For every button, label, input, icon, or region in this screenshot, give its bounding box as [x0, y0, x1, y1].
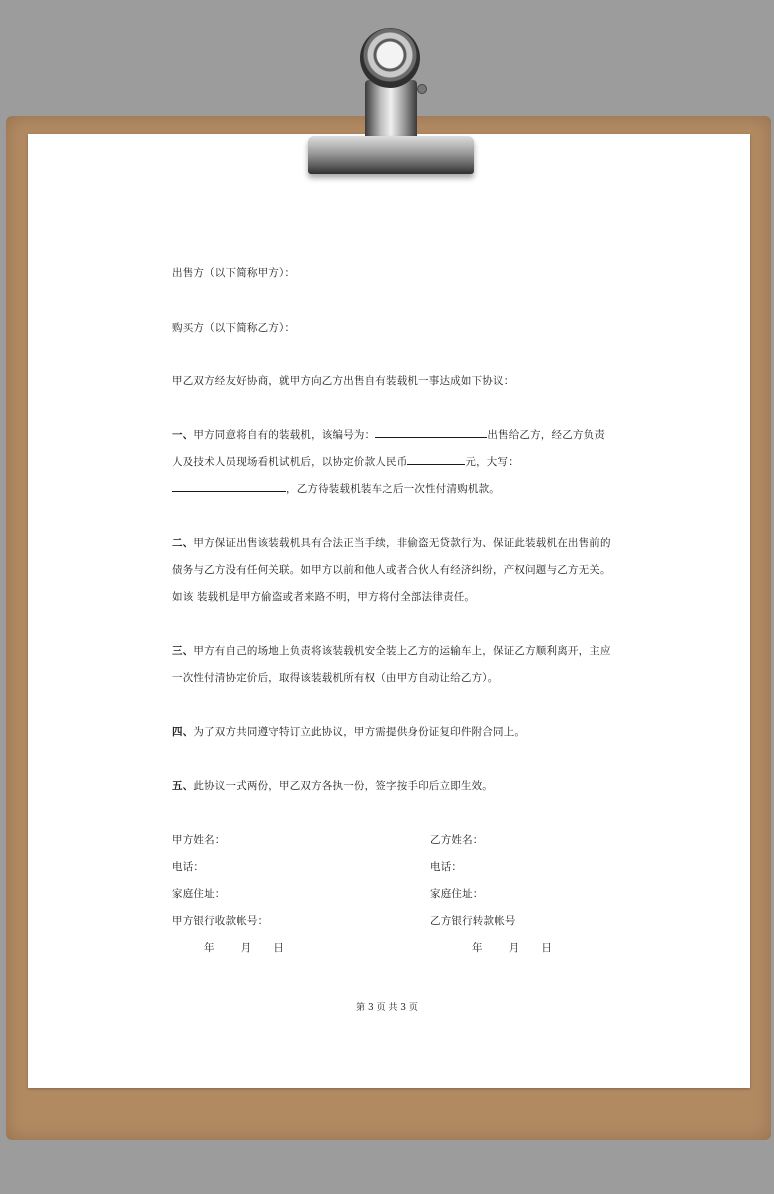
clause-5-text: 此协议一式两份，甲乙双方各执一份，签字按手印后立即生效。: [193, 780, 494, 792]
clause-2-line-1: [172, 535, 611, 550]
price-blank[interactable]: [407, 454, 465, 465]
clause-1-text-b: 出售给乙方，经乙方负责: [487, 429, 606, 441]
party-b-address: 家庭住址：: [430, 888, 484, 900]
clip-base: [308, 136, 474, 174]
clause-2-line-3: 如该 装载机是甲方偷盗或者来路不明，甲方将付全部法律责任。: [172, 591, 476, 603]
party-a-phone: 电话：: [172, 861, 205, 873]
clause-1-line-2: [172, 454, 519, 469]
clause-2-number: 二、: [172, 537, 194, 549]
clause-5-line: [172, 778, 493, 793]
clause-3-number: 三、: [172, 645, 194, 657]
intro-paragraph: 甲乙双方经友好协商，就甲方向乙方出售自有装载机一事达成如下协议：: [172, 375, 515, 387]
document-page: [28, 134, 750, 1088]
party-b-name: 乙方姓名：: [430, 834, 484, 846]
party-a-day: 日: [273, 942, 285, 954]
clause-3-line-2: 一次性付清协定价后，取得该装载机所有权（由甲方自动让给乙方）。: [172, 672, 499, 684]
clause-1-line-3: [172, 481, 500, 496]
clause-2-text-1: 甲方保证出售该装载机具有合法正当手续，非偷盗无贷款行为、保证此装载机在出售前的: [193, 537, 611, 549]
party-b-month: 月: [508, 942, 520, 954]
clip-ring: [360, 28, 420, 88]
clause-4-number: 四、: [172, 726, 194, 738]
clause-5-number: 五、: [172, 780, 194, 792]
party-a-name: 甲方姓名：: [172, 834, 226, 846]
party-a-date: [204, 940, 284, 955]
clause-3-text-1: 甲方有自己的场地上负责将该装载机安全装上乙方的运输车上，保证乙方顺利离开，主应: [193, 645, 611, 657]
party-a-account: 甲方银行收款帐号：: [172, 915, 269, 927]
seller-line: 出售方（以下简称甲方）：: [172, 267, 296, 279]
clip-pin: [417, 84, 427, 94]
price-in-words-blank[interactable]: [172, 481, 286, 492]
party-a-address: 家庭住址：: [172, 888, 226, 900]
clause-1-line-1: [172, 427, 605, 442]
party-b-year: 年: [472, 942, 483, 954]
party-a-month: 月: [240, 942, 252, 954]
clause-2-line-2: 债务与乙方没有任何关联。如甲方以前和他人或者合伙人有经济纠纷，产权问题与乙方无关。: [172, 564, 611, 576]
clause-1-text-d: 元，大写：: [465, 456, 519, 468]
party-b-account: 乙方银行转款帐号: [430, 915, 516, 927]
party-b-date: [472, 940, 552, 955]
clip-neck: [365, 80, 417, 142]
party-b-phone: 电话：: [430, 861, 463, 873]
machine-number-blank[interactable]: [375, 427, 487, 438]
page-footer: 第 3 页 共 3 页: [356, 1003, 418, 1013]
party-a-year: 年: [204, 942, 215, 954]
clause-4-text: 为了双方共同遵守特订立此协议，甲方需提供身份证复印件附合同上。: [193, 726, 526, 738]
clause-1-number: 一、: [172, 429, 194, 441]
clause-1-text-a: 甲方同意将自有的装载机，该编号为：: [193, 429, 376, 441]
clause-4-line: [172, 724, 525, 739]
party-b-day: 日: [541, 942, 553, 954]
clause-1-text-e: ，乙方待装载机装车之后一次性付清购机款。: [286, 483, 500, 495]
buyer-line: 购买方（以下简称乙方）：: [172, 322, 296, 334]
clause-1-text-c: 人及技术人员现场看机试机后，以协定价款人民币: [172, 456, 408, 468]
clause-3-line-1: [172, 643, 611, 658]
